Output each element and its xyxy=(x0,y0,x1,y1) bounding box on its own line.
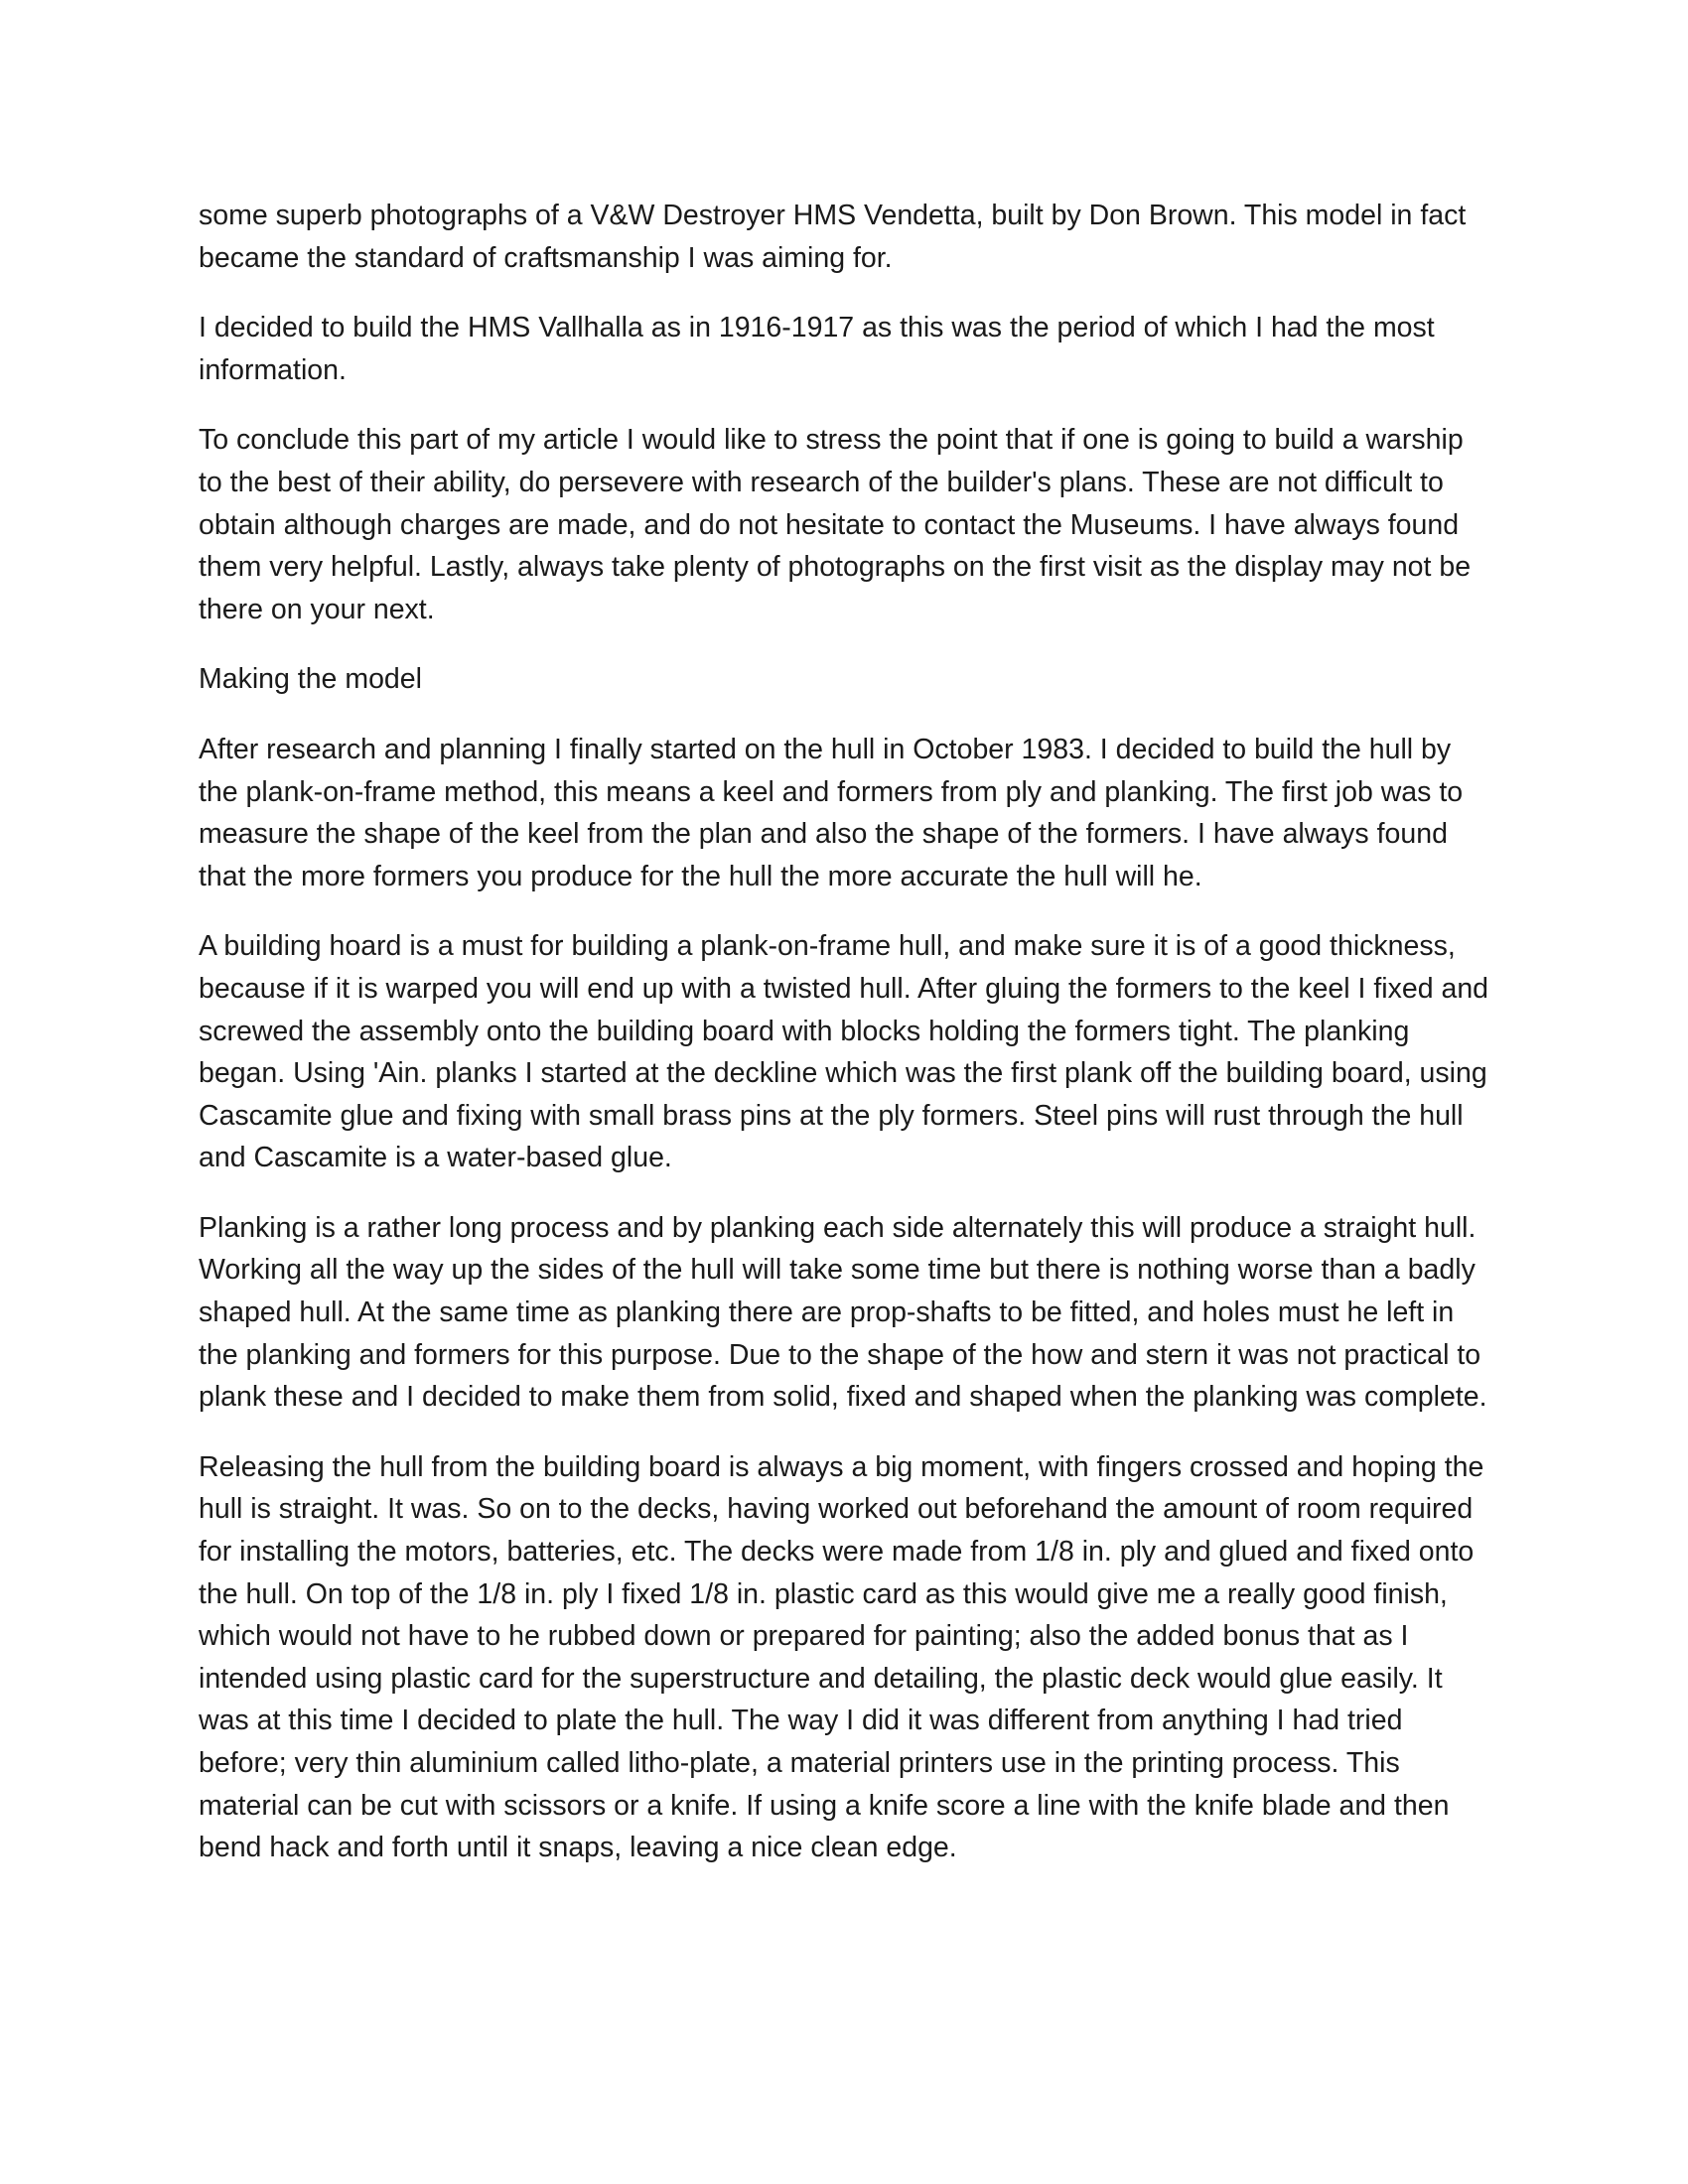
paragraph-vallhalla-period: I decided to build the HMS Vallhalla as in 1916-1917 as this was the period of which I had the most information. xyxy=(199,312,1435,386)
paragraph-research-conclusion: To conclude this part of my article I would like to stress the point that if one is going to build a warship to the best of their ability, do persevere with research of the builder's plans. These are not difficult to obtain although charges are made, and do not hesitate to contact the Museums. I have always found them very helpful. Lastly, always take plenty of photographs on the first visit as the display may not be there on your next. xyxy=(199,424,1472,625)
article-body xyxy=(199,195,1489,1897)
section-heading-making-the-model: Making the model xyxy=(199,663,422,696)
paragraph-releasing-hull: Releasing the hull from the building board is always a big moment, with fingers crossed and hoping the hull is straight. It was. So on to the decks, having worked out beforehand the amount of room required for installing the motors, batteries, etc. The decks were made from 1/8 in. ply and glued and fixed onto the hull. On top of the 1/8 in. ply I fixed 1/8 in. plastic card as this would give me a really good finish, which would not have to he rubbed down or prepared for painting; also the added bonus that as I intended using plastic card for the superstructure and detailing, the plastic deck would glue easily. It was at this time I decided to plate the hull. The way I did it was different from anything I had tried before; very thin aluminium called litho-plate, a material printers use in the printing process. This material can be cut with scissors or a knife. If using a knife score a line with the knife blade and then bend hack and forth until it snaps, leaving a nice clean edge. xyxy=(199,1450,1484,1864)
paragraph-building-board: A building hoard is a must for building a plank-on-frame hull, and make sure it is of a good thickness, because if it is warped you will end up with a twisted hull. After gluing the formers to the keel I fixed and screwed the assembly onto the building board with blocks holding the formers tight. The planking began. Using 'Ain. planks I started at the deckline which was the first plank off the building board, using Cascamite glue and fixing with small brass pins at the ply formers. Steel pins will rust through the hull and Cascamite is a water-based glue. xyxy=(199,930,1489,1174)
paragraph-planking: Planking is a rather long process and by planking each side alternately this will produce a straight hull. Working all the way up the sides of the hull will take some time but there is nothing worse than a badly shaped hull. At the same time as planking there are prop-shafts to be fitted, and holes must he left in the planking and formers for this purpose. Due to the shape of the how and stern it was not practical to plank these and I decided to make them from solid, fixed and shaped when the planking was complete. xyxy=(199,1211,1487,1414)
paragraph-hull-start: After research and planning I finally started on the hull in October 1983. I decided to build the hull by the plank-on-frame method, this means a keel and formers from ply and planking. The first job was to measure the shape of the keel from the plan and also the shape of the formers. I have always found that the more formers you produce for the hull the more accurate the hull will he. xyxy=(199,733,1464,892)
paragraph-vendetta-photos: some superb photographs of a V&W Destroyer HMS Vendetta, built by Don Brown. This model in fact became the standard of craftsmanship I was aiming for. xyxy=(199,200,1467,274)
